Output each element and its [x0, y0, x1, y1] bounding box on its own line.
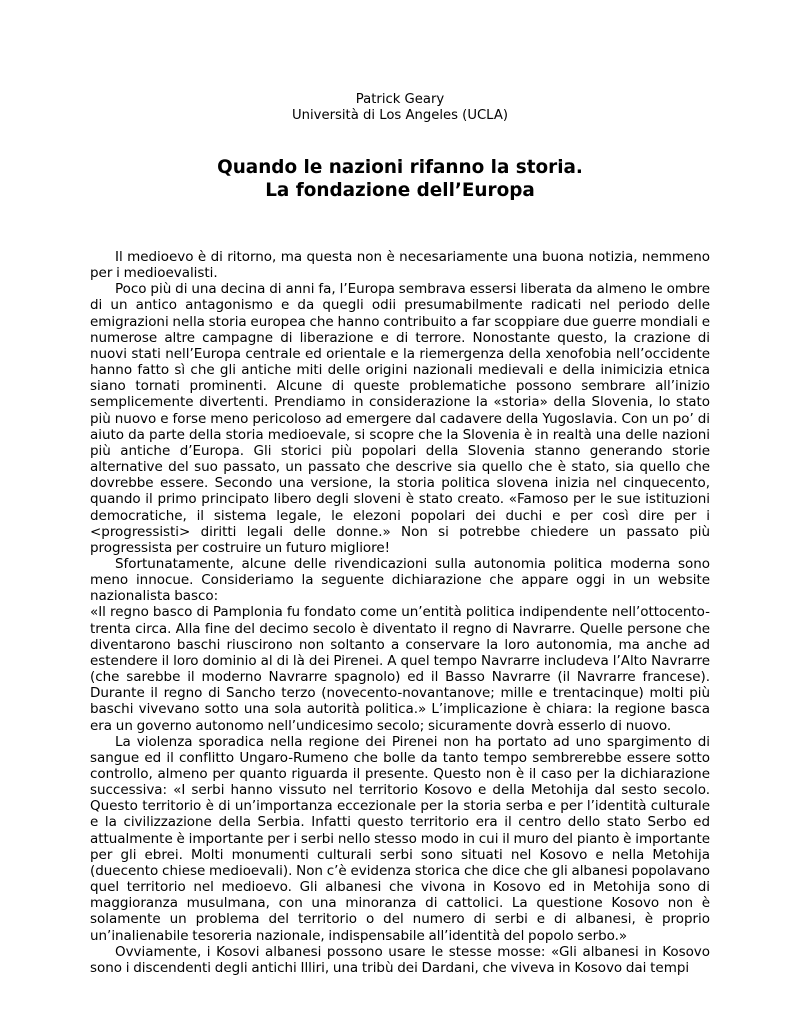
author-name: Patrick Geary: [355, 92, 445, 107]
document-title: [90, 156, 710, 202]
paragraph-2: Poco più di una decina di anni fa, l’Europa sembrava essersi liberata da almeno le ombre di un antico antagonismo e da quegli odii presumabilmente radicati nel periodo delle emigrazioni nella storia europea che hanno contribuito a far scoppiare due guerre mondiali e numerose altre campagne di liberazione e di terrore. Nonostante questo, la crazione di nuovi stati nell’Europa centrale ed orientale e la riemergenza della xenofobia nell’occidente hanno fatto sì che gli antiche miti delle origini nazionali medievali e della inimicizia etnica siano tornati prominenti. Alcune di queste problematiche possono sembrare all’inizio semplicemente divertenti. Prendiamo in considerazione la «storia» della Slovenia, lo stato più nuovo e forse meno pericoloso ad emergere dal cadavere della Yugoslavia. Con un po’ di aiuto da parte della storia medioevale, si scopre che la Slovenia è in realtà una delle nazioni più antiche d’Europa. Gli storici più popolari della Slovenia stanno generando storie alternative del suo passato, un passato che descrive sia quello che è stato, sia quello che dovrebbe essere. Secondo una versione, la storia politica slovena inizia nel cinquecento, quando il primo principato libero degli sloveni è stato creato. «Famoso per le sue istituzioni democratiche, il sistema legale, le elezoni popolari dei duchi e per così dire per i <progressisti> diritti legali delle donne.» Non si potrebbe chiedere un passato più progressista per costruire un futuro migliore!: [90, 281, 710, 556]
author-affiliation: Università di Los Angeles (UCLA): [292, 108, 508, 123]
title-line-2: La fondazione dell’Europa: [265, 180, 535, 201]
document-body: [90, 249, 710, 976]
title-line-1: Quando le nazioni rifanno la storia.: [217, 157, 583, 178]
author-block: [90, 92, 710, 124]
paragraph-quote-basque: «Il regno basco di Pamplonia fu fondato come un’entità politica indipendente nell’ottocento-trenta circa. Alla fine del decimo secolo è diventato il regno di Navrarre. Quelle persone che diventarono baschi riuscirono non soltanto a conservare la loro autonomia, ma anche ad estendere il loro dominio al di là dei Pirenei. A quel tempo Navrarre includeva l’Alto Navrarre (che sarebbe il moderno Navrarre spagnolo) ed il Basso Navrarre (il Navrarre francese). Durante il regno di Sancho terzo (novecento-novantanove; mille e trentacinque) molti più baschi vivevano sotto una sola autorità politica.» L’implicazione è chiara: la regione basca era un governo autonomo nell’undicesimo secolo; sicuramente dovrà esserlo di nuovo.: [90, 604, 710, 734]
paragraph-3: Sfortunatamente, alcune delle rivendicazioni sulla autonomia politica moderna sono meno innocue. Consideriamo la seguente dichiarazione che appare oggi in un website nazionalista basco:: [90, 555, 710, 605]
paragraph-1: Il medioevo è di ritorno, ma questa non è necesariamente una buona notizia, nemmeno per i medioevalisti.: [90, 249, 710, 282]
paragraph-6: Ovviamente, i Kosovi albanesi possono usare le stesse mosse: «Gli albanesi in Kosovo sono i discendenti degli antichi Illiri, una tribù dei Dardani, che viveva in Kosovo dai tempi: [90, 943, 710, 976]
paragraph-5: La violenza sporadica nella regione dei Pirenei non ha portato ad uno spargimento di sangue ed il conflitto Ungaro-Rumeno che bolle da tanto tempo sembrerebbe essere sotto controllo, almeno per quanto riguarda il presente. Questo non è il caso per la dichiarazione successiva: «I serbi hanno vissuto nel territorio Kosovo e della Metohija dal sesto secolo. Questo territorio è di un’importanza eccezionale per la storia serba e per l’identità culturale e la civilizzazione della Serbia. Infatti questo territorio era il centro dello stato Serbo ed attualmente è importante per i serbi nello stesso modo in cui il muro del pianto è importante per gli ebrei. Molti monumenti culturali serbi sono situati nel Kosovo e nella Metohija (duecento chiese medioevali). Non c’è evidenza storica che dice che gli albanesi popolavano quel territorio nel medioevo. Gli albanesi che vivona in Kosovo ed in Metohija sono di maggioranza musulmana, con una minoranza di cattolici. La questione Kosovo non è solamente un problema del territorio o del numero di serbi e di albanesi, è proprio un’inalienabile tesoreria nazionale, indispensabile all’identità del popolo serbo.»: [90, 733, 710, 944]
document-page: [90, 92, 710, 976]
